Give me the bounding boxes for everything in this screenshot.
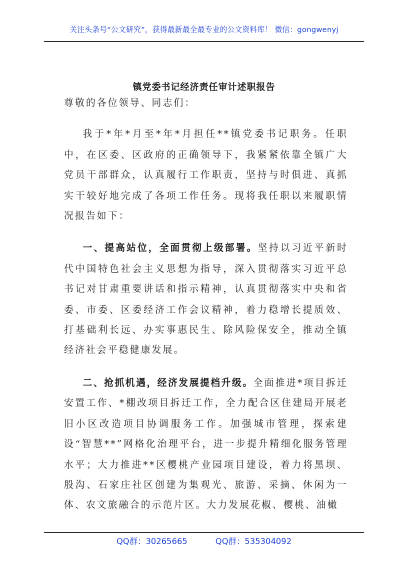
section-body: 全面推进*项目拆迁安置工作、*棚改项目拆迁工作，全力配合区住建局开展老旧小区改造项目协调服务工作。加强城市管理，探索建设“智慧**”网格化治理平台，进一步提升精细化服务管理水平；大力推进**区樱桃产业园项目建设，着力将黑坝、殷沟、石家庄社区创建为集观光、旅游、采摘、休闲为一体、农文旅融合的示范片区。大力发展花椒、樱桃、油橄 <box>64 377 349 512</box>
document-body <box>64 94 348 517</box>
section-paragraph <box>64 374 348 517</box>
intro-paragraph: 我于*年*月至*年*月担任**镇党委书记职务。任职中，在区委、区政府的正确领导下，我紧紧依靠全镇广大党员干部群众，认真履行工作职责，坚持与时俱进、真抓实干较好地完成了各项工作任务。现将我任职以来履职情况报告如下： <box>64 129 348 223</box>
footer-divider <box>44 532 364 533</box>
salutation: 尊敬的各位领导、同志们： <box>64 98 196 109</box>
section-paragraph <box>64 239 348 361</box>
section-heading: 一、提高站位，全面贯彻上级部署。 <box>82 243 258 255</box>
section-heading: 二、抢抓机遇，经济发展提档升级。 <box>82 377 254 389</box>
qq-group-2: QQ群：535304092 <box>215 536 292 546</box>
promo-header: 关注头条号“公文研究”，获得最新最全最专业的公文资料库！ 微信：gongwenyj <box>69 25 339 34</box>
header-divider <box>44 41 364 42</box>
footer <box>0 536 408 547</box>
qq-group-1: QQ群：30265665 <box>116 536 188 546</box>
section-body: 坚持以习近平新时代中国特色社会主义思想为指导，深入贯彻落实习近平总书记对甘肃重要讲话和指示精神，认真贯彻落实中央和省委、市委、区委经济工作会议精神，着力稳增长提质效、打基础利长远、办实事惠民生、除风险保安全，推动全镇经济社会平稳健康发展。 <box>64 243 348 357</box>
document-title: 镇党委书记经济责任审计述职报告 <box>132 83 276 93</box>
